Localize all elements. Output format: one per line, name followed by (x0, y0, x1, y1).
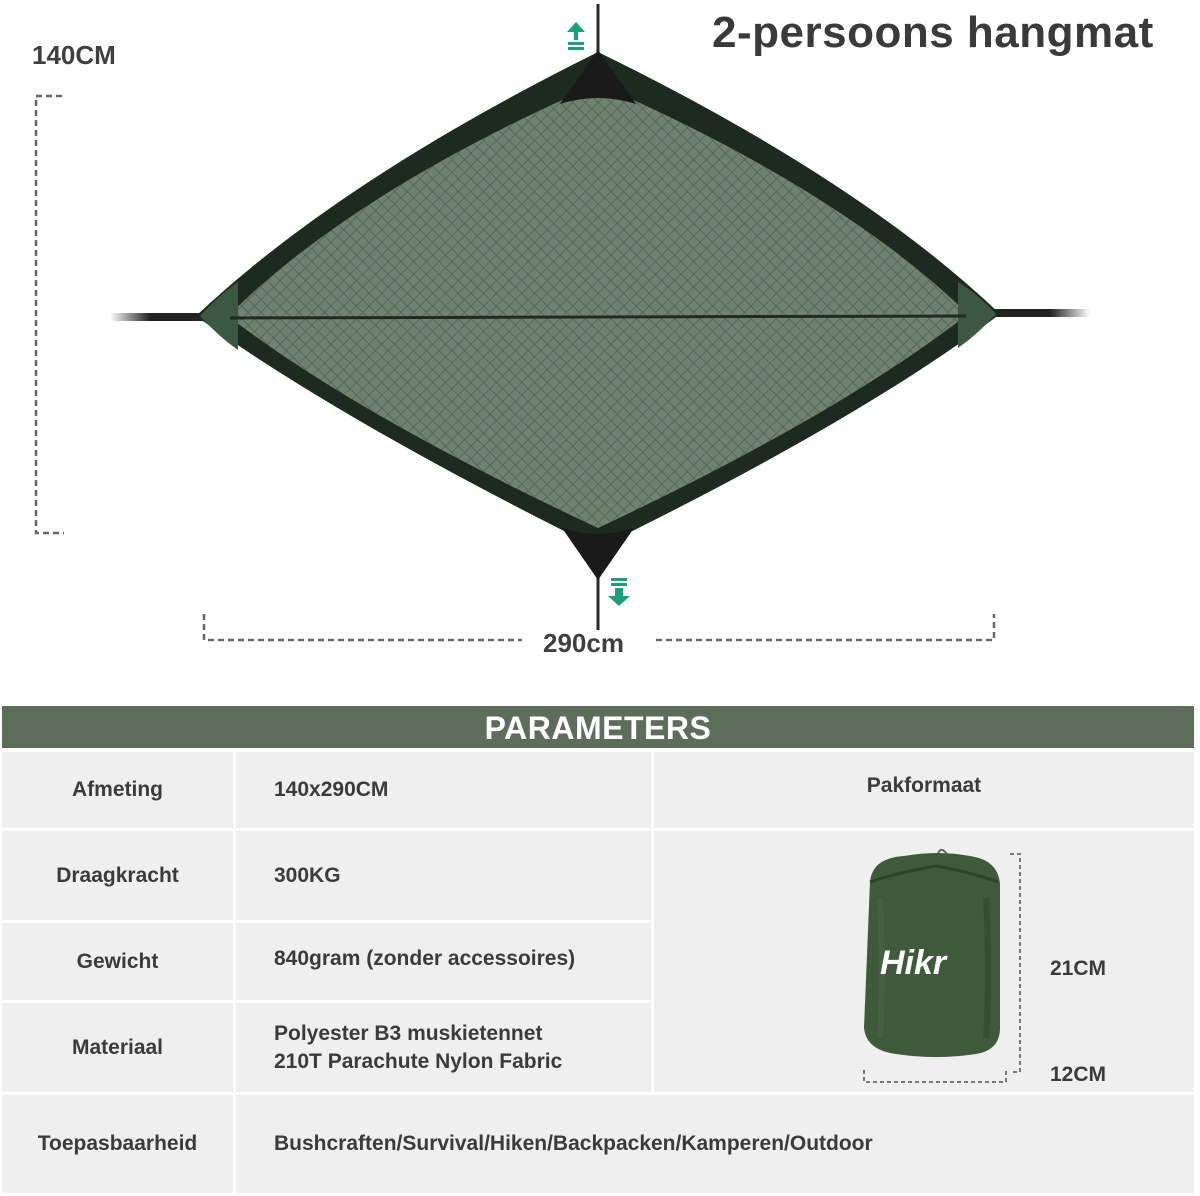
arrow-down-icon (608, 578, 630, 606)
page-title: 2-persoons hangmat (712, 8, 1154, 57)
center-seam (230, 316, 966, 318)
pack-dimension-brackets (850, 848, 1040, 1088)
row-value-materiaal (236, 1003, 651, 1092)
parameters-header: PARAMETERS (2, 706, 1194, 748)
row-label-gewicht: Gewicht (2, 923, 233, 1000)
height-bracket (36, 96, 64, 533)
row-label-toepasbaarheid: Toepasbaarheid (2, 1095, 233, 1193)
width-bracket-right (656, 614, 994, 640)
row-label-materiaal: Materiaal (2, 1003, 233, 1092)
arrow-up-icon (567, 22, 585, 50)
width-bracket-left (204, 614, 522, 640)
width-label: 290cm (543, 628, 624, 658)
pack-height-label: 21CM (1050, 957, 1107, 980)
row-value-draagkracht: 300KG (236, 831, 651, 920)
brand-logo: Hikr (880, 944, 947, 982)
row-value-toepasbaarheid: Bushcraften/Survival/Hiken/Backpacken/Kamperen/Outdoor (236, 1095, 1194, 1193)
row-value-afmeting: 140x290CM (236, 752, 651, 828)
materiaal-line-2: 210T Parachute Nylon Fabric (274, 1049, 563, 1073)
left-rope (110, 313, 210, 321)
right-rope (990, 309, 1090, 317)
row-value-gewicht: 840gram (zonder accessoires) (236, 923, 651, 1000)
row-label-draagkracht: Draagkracht (2, 831, 233, 920)
materiaal-line-1: Polyester B3 muskietennet (274, 1021, 543, 1045)
row-label-afmeting: Afmeting (2, 752, 233, 828)
hammock-mesh (228, 84, 968, 528)
pakformaat-title: Pakformaat (654, 752, 1194, 828)
pack-width-label: 12CM (1050, 1063, 1107, 1086)
bottom-tab (562, 528, 634, 580)
left-corner-panel (200, 282, 238, 350)
height-label: 140CM (32, 40, 116, 70)
